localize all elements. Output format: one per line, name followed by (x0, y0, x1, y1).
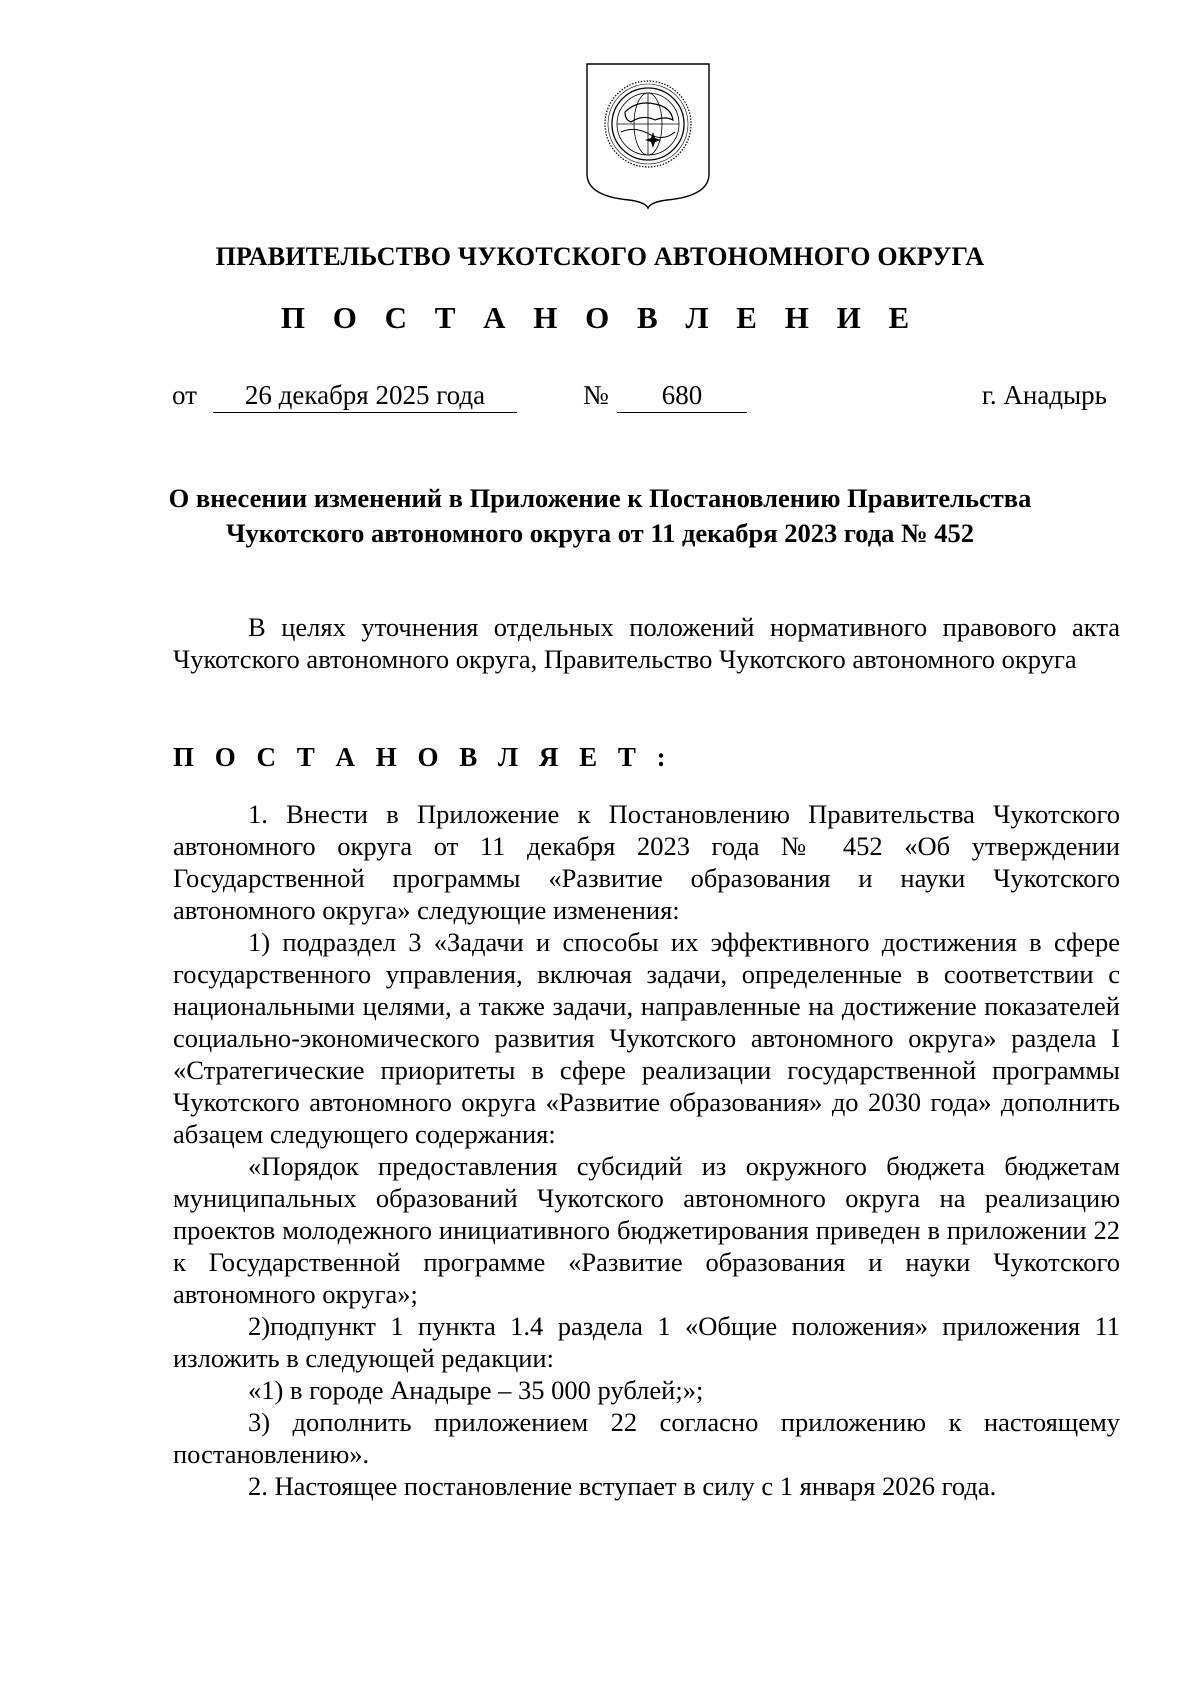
paragraph-quote: «Порядок предоставления субсидий из окружного бюджета бюджетам муниципальных образований Чукотского автономного округа на реализацию проектов молодежного инициативного бюджетирования приведен в приложении 22 к Государственной программе «Развитие образования и науки Чукотского автономного округа»; (173, 1151, 1120, 1309)
preamble-block (173, 611, 1120, 675)
subject-line: Чукотского автономного округа от 11 декабря 2023 года № 452 (226, 518, 974, 548)
document-city: г. Анадырь (981, 380, 1107, 410)
preamble-paragraph: В целях уточнения отдельных положений нормативного правового акта Чукотского автономного округа, Правительство Чукотского автономного округа (173, 612, 1120, 674)
paragraph-item-1: 1. Внести в Приложение к Постановлению Правительства Чукотского автономного округа от 11 декабря 2023 года № 452 «Об утверждении Государственной программы «Развитие образования и науки Чукотского автономного округа» следующие изменения: (173, 799, 1120, 925)
date-prefix-label: от (172, 380, 197, 410)
organization-title: ПРАВИТЕЛЬСТВО ЧУКОТСКОГО АВТОНОМНОГО ОКРУГА (215, 242, 985, 271)
number-label: № (583, 380, 609, 410)
paragraph-subitem-3: 3) дополнить приложением 22 согласно приложению к настоящему постановлению». (173, 1407, 1120, 1469)
decree-heading: П О С Т А Н О В Л Я Е Т : (173, 742, 673, 772)
subject-line: О внесении изменений в Приложение к Постановлению Правительства (168, 483, 1032, 513)
document-subject (120, 481, 1080, 551)
decree-body (173, 798, 1120, 1502)
paragraph-subitem-1: 1) подраздел 3 «Задачи и способы их эффективного достижения в сфере государственного управления, включая задачи, определенные в соответствии с национальными целями, а также задачи, направленные на достижение показателей социально-экономического развития Чукотского автономного округа» раздела I «Стратегические приоритеты в сфере реализации государственной программы Чукотского автономного округа «Развитие образования» до 2030 года» дополнить абзацем следующего содержания: (173, 927, 1120, 1149)
document-number: 680 (617, 378, 747, 413)
coat-of-arms-emblem (585, 62, 711, 210)
paragraph-subitem-2: 2)подпункт 1 пункта 1.4 раздела 1 «Общие положения» приложения 11 изложить в следующей редакции: (173, 1311, 1120, 1373)
document-date: 26 декабря 2025 года (213, 378, 517, 413)
paragraph-item-2: 2. Настоящее постановление вступает в силу с 1 января 2026 года. (248, 1471, 997, 1501)
document-type: П О С Т А Н О В Л Е Н И Е (280, 300, 920, 335)
paragraph-quote-2: «1) в городе Анадыре – 35 000 рублей;»; (248, 1375, 704, 1405)
